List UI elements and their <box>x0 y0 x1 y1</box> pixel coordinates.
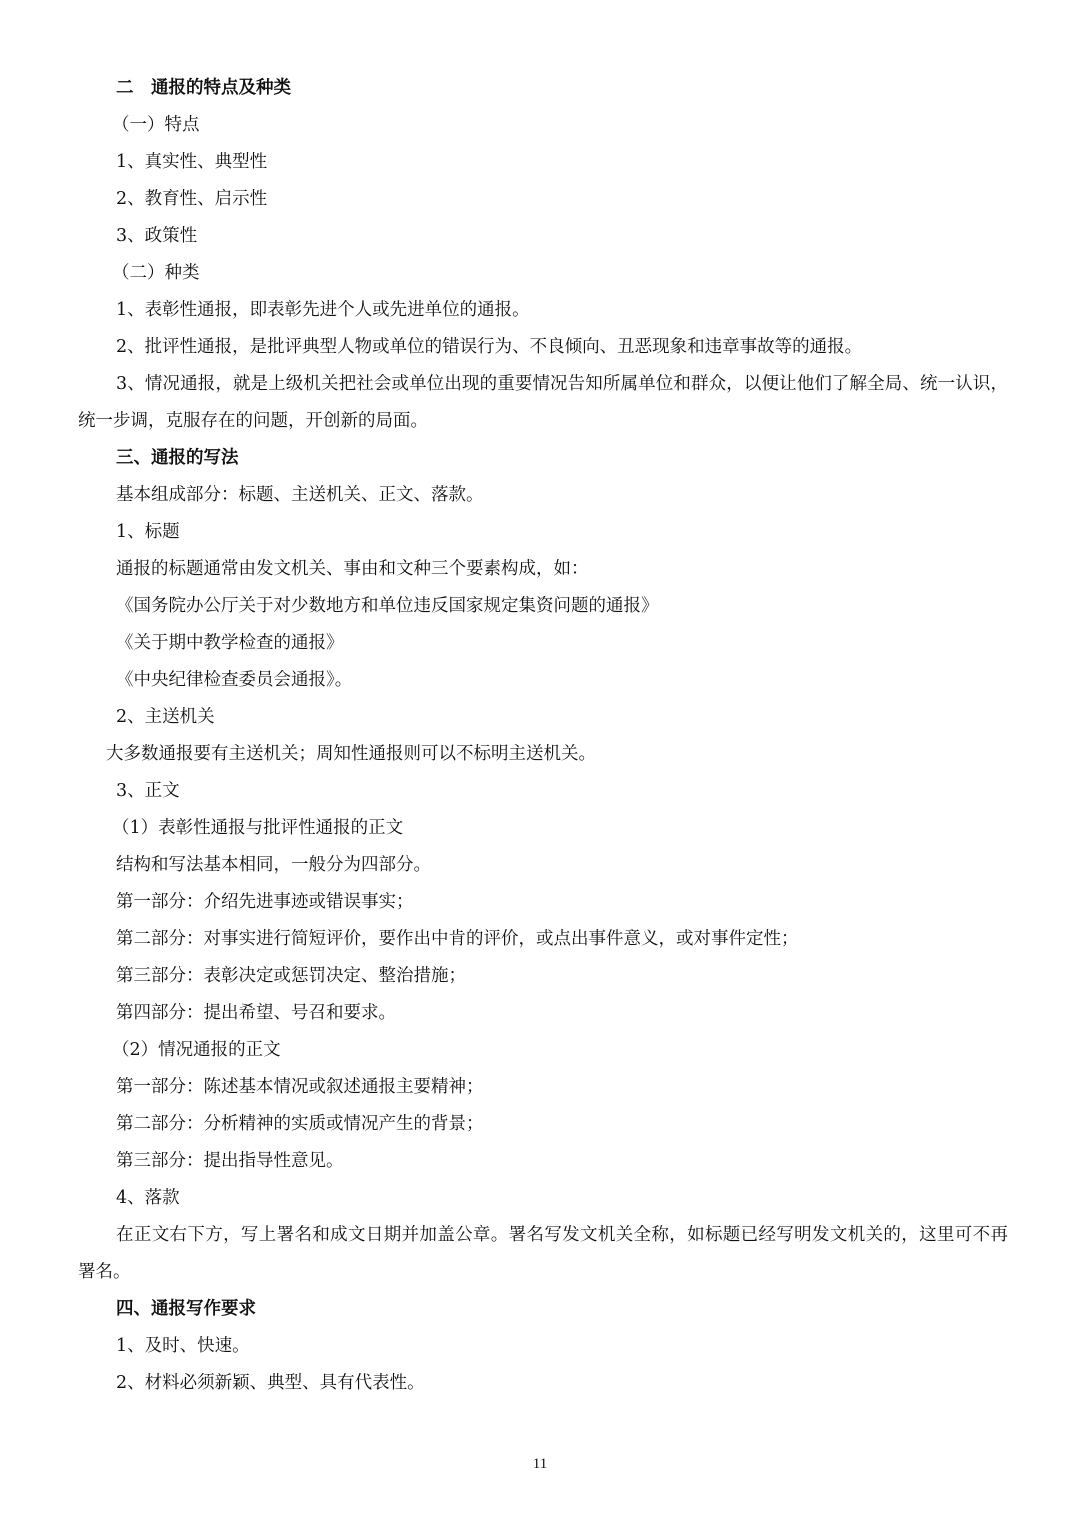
title-example-3: 《中央纪律检查委员会通报》。 <box>116 670 353 690</box>
part-title-heading: 1、标题 <box>116 522 180 542</box>
part-recipient-heading: 2、主送机关 <box>116 707 215 727</box>
requirement-item-2: 2、材料必须新颖、典型、具有代表性。 <box>116 1373 425 1393</box>
body-part-1: 第一部分：介绍先进事迹或错误事实； <box>116 892 414 912</box>
subsection-types: （二）种类 <box>112 263 200 283</box>
part-recipient-description: 大多数通报要有主送机关；周知性通报则可以不标明主送机关。 <box>106 744 596 764</box>
feature-item-2: 2、教育性、启示性 <box>116 189 268 209</box>
section-heading-4: 四、通报写作要求 <box>116 1299 256 1319</box>
section-heading-2: 二 通报的特点及种类 <box>116 78 291 98</box>
basic-components: 基本组成部分：标题、主送机关、正文、落款。 <box>116 485 484 505</box>
document-body <box>78 70 1008 1402</box>
part-body-heading: 3、正文 <box>116 781 180 801</box>
situation-part-3: 第三部分：提出指导性意见。 <box>116 1151 344 1171</box>
body-structure: 结构和写法基本相同，一般分为四部分。 <box>116 855 431 875</box>
requirement-item-1: 1、及时、快速。 <box>116 1336 250 1356</box>
type-item-2: 2、批评性通报，是批评典型人物或单位的错误行为、不良倾向、丑恶现象和违章事故等的通报。 <box>116 337 863 357</box>
part-title-description: 通报的标题通常由发文机关、事由和文种三个要素构成，如： <box>116 559 589 579</box>
situation-part-2: 第二部分：分析精神的实质或情况产生的背景； <box>116 1114 484 1134</box>
type-item-1: 1、表彰性通报，即表彰先进个人或先进单位的通报。 <box>116 300 530 320</box>
body-part-4: 第四部分：提出希望、号召和要求。 <box>116 1003 396 1023</box>
part-signature-heading: 4、落款 <box>116 1188 180 1208</box>
section-heading-3: 三、通报的写法 <box>116 448 239 468</box>
page-number: 11 <box>532 1456 548 1472</box>
body-part-3: 第三部分：表彰决定或惩罚决定、整治措施； <box>116 966 466 986</box>
feature-item-3: 3、政策性 <box>116 226 198 246</box>
body-subheading-1: （1）表彰性通报与批评性通报的正文 <box>112 818 404 838</box>
type-item-3: 3、情况通报，就是上级机关把社会或单位出现的重要情况告知所属单位和群众，以便让他们了解全局、统一认识，统一步调，克服存在的问题，开创新的局面。 <box>78 374 1008 431</box>
title-example-2: 《关于期中教学检查的通报》 <box>116 633 344 653</box>
subsection-features: （一）特点 <box>112 115 200 135</box>
title-example-1: 《国务院办公厅关于对少数地方和单位违反国家规定集资问题的通报》 <box>116 596 659 616</box>
feature-item-1: 1、真实性、典型性 <box>116 152 268 172</box>
body-subheading-2: （2）情况通报的正文 <box>112 1040 281 1060</box>
situation-part-1: 第一部分：陈述基本情况或叙述通报主要精神； <box>116 1077 484 1097</box>
body-part-2: 第二部分：对事实进行简短评价，要作出中肯的评价，或点出事件意义，或对事件定性； <box>116 929 799 949</box>
part-signature-description: 在正文右下方，写上署名和成文日期并加盖公章。署名写发文机关全称，如标题已经写明发文机关的，这里可不再署名。 <box>78 1225 1008 1282</box>
